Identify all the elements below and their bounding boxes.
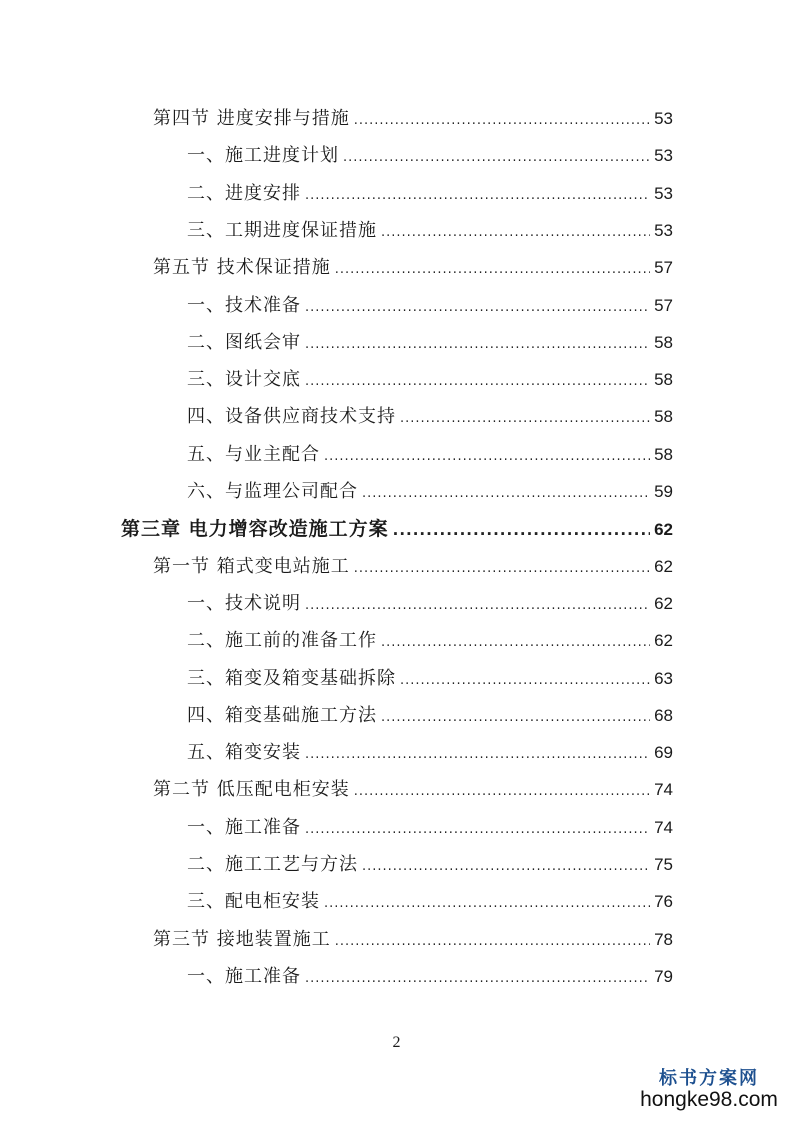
- leader-dots: [305, 300, 650, 315]
- toc-entry-label: 五、与业主配合: [187, 443, 320, 465]
- toc-entry[interactable]: [153, 552, 673, 582]
- toc-entry-label: 第三章 电力增容改造施工方案: [121, 518, 389, 541]
- toc-entry[interactable]: [187, 626, 673, 656]
- toc-entry-label: 第二节 低压配电柜安装: [153, 779, 350, 801]
- page-number: 2: [392, 1034, 401, 1051]
- leader-dots: [354, 113, 650, 128]
- toc-entry-page: 53: [654, 183, 673, 203]
- leader-dots: [305, 822, 650, 837]
- toc-entry-label: 三、设计交底: [187, 369, 301, 391]
- leader-dots: [305, 971, 650, 986]
- toc-entry-label: 五、箱变安装: [187, 742, 301, 764]
- toc-entry-page: 79: [654, 966, 673, 986]
- leader-dots: [381, 635, 650, 650]
- toc-entry[interactable]: [187, 477, 673, 507]
- toc-entry-page: 75: [654, 855, 673, 874]
- leader-dots: [305, 188, 650, 203]
- toc-entry-page: 58: [654, 332, 673, 352]
- toc-entry-label: 四、箱变基础施工方法: [187, 704, 377, 726]
- toc-entry[interactable]: [187, 813, 673, 843]
- toc-entry-label: 三、工期进度保证措施: [187, 219, 377, 241]
- toc-entry-label: 一、施工准备: [187, 965, 301, 987]
- toc-entry-label: 二、施工前的准备工作: [187, 630, 377, 652]
- leader-dots: [305, 337, 650, 352]
- toc-entry-page: 62: [654, 631, 673, 651]
- leader-dots: [324, 896, 650, 911]
- toc-entry-page: 53: [654, 109, 673, 128]
- toc-entry-page: 62: [654, 593, 673, 613]
- toc-entry-label: 四、设备供应商技术支持: [187, 406, 396, 428]
- leader-dots: [335, 934, 650, 949]
- toc-entry[interactable]: [187, 738, 673, 768]
- leader-dots: [362, 859, 650, 874]
- toc-entry-label: 二、图纸会审: [187, 331, 301, 353]
- leader-dots: [400, 673, 650, 688]
- toc-entry[interactable]: [187, 701, 673, 731]
- toc-entry-page: 74: [654, 817, 673, 837]
- leader-dots: [305, 747, 650, 762]
- toc-entry-page: 76: [654, 892, 673, 912]
- toc-entry-label: 一、施工准备: [187, 816, 301, 838]
- toc-entry[interactable]: [187, 216, 673, 246]
- toc-entry-page: 62: [654, 520, 673, 540]
- toc-entry[interactable]: [187, 291, 673, 321]
- toc-entry-label: 三、箱变及箱变基础拆除: [187, 667, 396, 689]
- toc-entry[interactable]: [187, 664, 673, 694]
- toc-entry[interactable]: [121, 514, 673, 544]
- toc-entry-page: 78: [654, 929, 673, 949]
- leader-dots: [354, 561, 650, 576]
- toc-entry-label: 二、进度安排: [187, 182, 301, 204]
- toc-entry-page: 58: [654, 407, 673, 427]
- toc-entry[interactable]: [187, 141, 673, 171]
- toc-entry-page: 63: [654, 668, 673, 688]
- toc-entry-page: 68: [654, 705, 673, 725]
- toc-entry[interactable]: [187, 328, 673, 358]
- toc-entry[interactable]: [187, 850, 673, 880]
- leader-dots: [354, 784, 650, 799]
- toc-entry[interactable]: [187, 887, 673, 917]
- leader-dots: [362, 486, 650, 501]
- toc-entry-label: 一、技术准备: [187, 294, 301, 316]
- toc-entry[interactable]: [187, 365, 673, 395]
- leader-dots: [335, 262, 650, 277]
- toc-entry-page: 62: [654, 556, 673, 576]
- leader-dots: [305, 598, 650, 613]
- toc-entry-label: 第三节 接地装置施工: [153, 928, 331, 950]
- leader-dots: [305, 374, 650, 389]
- toc-entry[interactable]: [153, 925, 673, 955]
- watermark-logo: [639, 1064, 779, 1112]
- toc-entry-page: 69: [654, 743, 673, 763]
- watermark-url: hongke98.com: [640, 1088, 778, 1111]
- leader-dots: [343, 150, 650, 165]
- watermark-title: 标书方案网: [659, 1068, 759, 1089]
- toc-entry-label: 三、配电柜安装: [187, 891, 320, 913]
- toc-entry-page: 53: [654, 220, 673, 240]
- toc-entry-label: 第一节 箱式变电站施工: [153, 555, 350, 577]
- leader-dots: [324, 449, 650, 464]
- toc-entry-page: 74: [654, 780, 673, 800]
- toc-entry[interactable]: [187, 179, 673, 209]
- toc-entry[interactable]: [153, 775, 673, 805]
- toc-entry-label: 一、施工进度计划: [187, 145, 339, 167]
- toc-entry[interactable]: [187, 440, 673, 470]
- toc-entry[interactable]: [187, 962, 673, 992]
- toc-entry-page: 57: [654, 295, 673, 315]
- toc-entry[interactable]: [153, 253, 673, 283]
- toc-entry-label: 六、与监理公司配合: [187, 481, 358, 502]
- leader-dots: [393, 521, 650, 539]
- toc-entry-label: 第五节 技术保证措施: [153, 257, 331, 279]
- leader-dots: [400, 411, 650, 426]
- toc-entry-page: 53: [654, 146, 673, 166]
- toc-entry-label: 第四节 进度安排与措施: [153, 108, 350, 129]
- toc-entry-label: 一、技术说明: [187, 592, 301, 614]
- toc-entry[interactable]: [187, 402, 673, 432]
- toc-entry-page: 57: [654, 258, 673, 278]
- toc-entry-page: 58: [654, 370, 673, 390]
- toc-entry-page: 59: [654, 482, 673, 501]
- leader-dots: [381, 710, 650, 725]
- toc-entry-page: 58: [654, 444, 673, 464]
- leader-dots: [381, 225, 650, 240]
- toc-entry-label: 二、施工工艺与方法: [187, 854, 358, 875]
- toc-entry[interactable]: [153, 104, 673, 134]
- toc-entry[interactable]: [187, 589, 673, 619]
